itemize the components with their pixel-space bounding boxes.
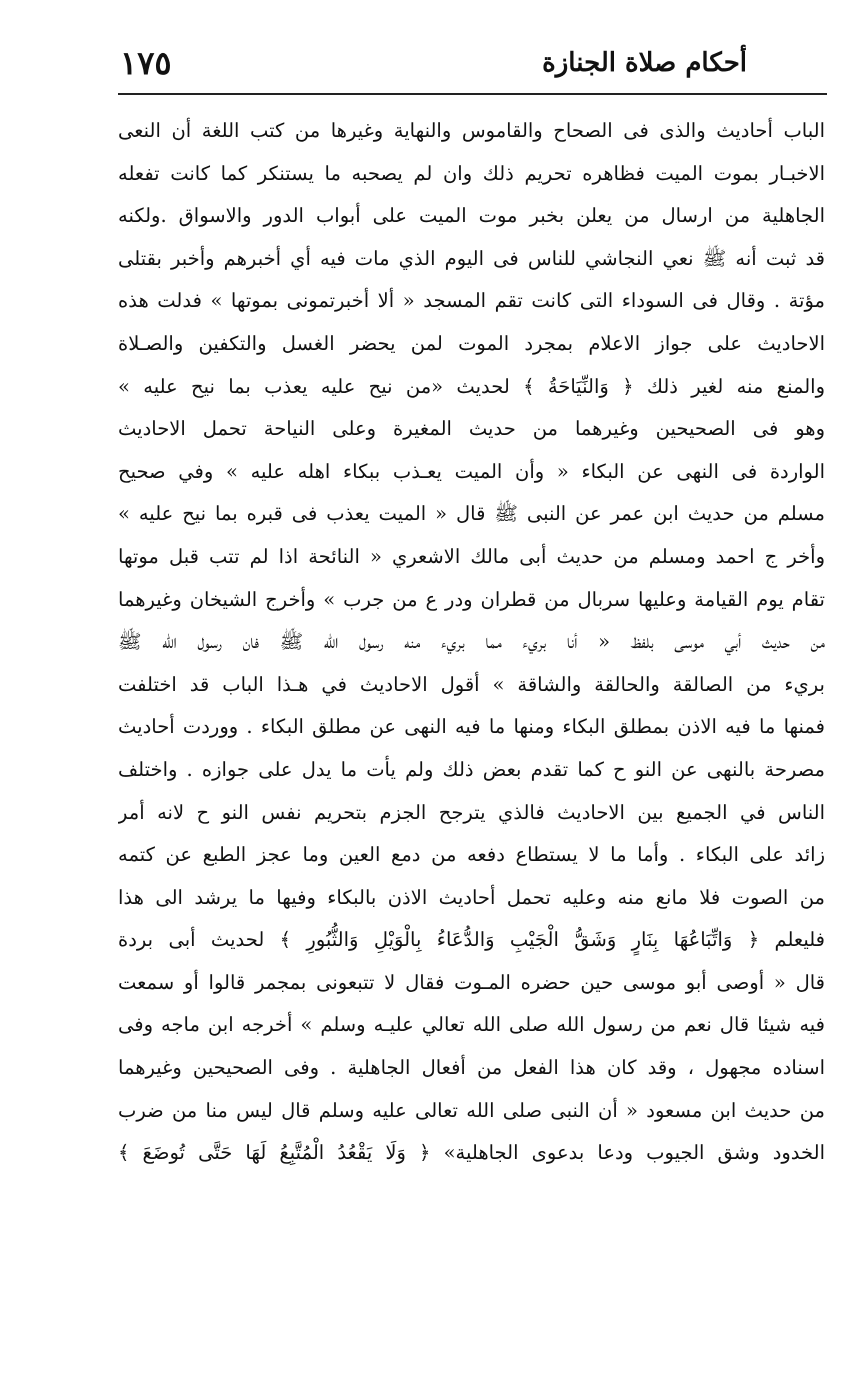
text-line: والمنع منه لغير ذلك ﴿ وَالنِّيَاحَةُ ﴾ لحديث «من نيح عليه يعذب بما نيح عليه » [118, 374, 825, 398]
text-line: وأخر ج احمد ومسلم من حديث أبى مالك الاشعري « النائحة اذا لم تتب قبل موتها [118, 544, 825, 568]
running-title: أحكام صلاة الجنازة [542, 48, 747, 78]
text-line: الواردة فى النهى عن البكاء « وأن الميت يعـذب ببكاء اهله عليه » وفي صحيح [118, 459, 825, 483]
text-line: مسلم من حديث ابن عمر عن النبى ﷺ قال « الميت يعذب فى قبره بما نيح عليه » [118, 502, 825, 526]
page-header [120, 38, 747, 88]
text-line: من حديث ابن مسعود « أن النبى صلى الله تعالى عليه وسلم قال ليس منا من ضرب [118, 1098, 825, 1122]
text-line: مصرحة بالنهى عن النو ح كما تقدم بعض ذلك ولم يأت ما يدل على جوازه . واختلف [118, 757, 825, 781]
text-line: فليعلم ﴿ وَاتِّبَاعُهَا بِنَارٍ وَشَقُّ الْجَيْبِ وَالدُّعَاءُ بِالْوَيْلِ وَالثُّبُورِ ﴾ لحديث أبى بردة [118, 928, 825, 952]
text-line: تقام يوم القيامة وعليها سربال من قطران ودر ع من جرب » وأخرج الشيخان وغيرهما [118, 587, 825, 611]
text-line: الجاهلية من ارسال من يعلن بخبر موت الميت على أبواب الدور والاسواق .ولكنه [118, 204, 825, 228]
text-line: فيه شيئا قال نعم من رسول الله صلى الله تعالي عليـه وسلم » أخرجه ابن ماجه وفى [118, 1013, 825, 1037]
text-line: الباب أحاديث والذى فى الصحاح والقاموس والنهاية وغيرها من كتب اللغة أن النعى [118, 119, 825, 142]
text-line: الخدود وشق الجيوب ودعا بدعوى الجاهلية» ﴿ وَلَا يَقْعُدُ الْمُتَّبِعُ لَهَا حَتَّى تُوضَعَ ﴾ [118, 1141, 825, 1165]
text-line: بريء من الصالقة والحالقة والشاقة » أقول الاحاديث في هـذا الباب قد اختلفت [118, 672, 825, 696]
text-line: قال « أوصى أبو موسى حين حضره المـوت فقال لا تتبعونى بمجمر قالوا أو سمعت [118, 970, 825, 994]
text-line: الاخبـار بموت الميت فظاهره تحريم ذلك وان لم يصحبه ما يستنكر كما كانت تفعله [118, 161, 825, 185]
text-line: من الصوت فلا مانع منه وعليه تحمل أحاديث الاذن بالبكاء وفيها ما يرشد الى هذا [118, 885, 825, 909]
text-line: فمنها ما فيه الاذن بمطلق البكاء ومنها ما فيه النهى عن مطلق البكاء . ووردت أحاديث [118, 715, 825, 739]
body-text [118, 110, 825, 1175]
text-line: وهو فى الصحيحين وغيرهما من حديث المغيرة وعلى النياحة تحمل الاحاديث [118, 417, 825, 441]
text-line: اسناده مجهول ، وقد كان هذا الفعل من أفعال الجاهلية . وفى الصحيحين وغيرهما [118, 1056, 825, 1080]
text-line: زائد على البكاء . وأما ما لا يستطاع دفعه من دمع العين وما عجز الطبع عن كتمه [118, 843, 825, 867]
header-rule [118, 93, 827, 95]
text-line: الاحاديث على جواز الاعلام بمجرد الموت لمن يحضر الغسل والتكفين والصـلاة [118, 331, 825, 355]
page-number: ١٧٥ [120, 44, 172, 82]
text-line: مؤتة . وقال فى السوداء التى كانت تقم المسجد « ألا أخبرتمونى بموتها » فدلت هذه [118, 289, 825, 313]
text-line: قد ثبت أنه ﷺ نعي النجاشي للناس فى اليوم الذي مات فيه أي أخبرهم وأخبر بقتلى [118, 246, 825, 270]
text-line: الناس في الجميع بين الاحاديث فالذي يترجح الجزم بتحريم نفس النو ح لانه أمر [118, 800, 825, 824]
text-line: من حديث أبي موسى بلفظ « أنا بريء مما بريء منه رسول الله ﷺ فان رسول الله ﷺ [118, 630, 825, 654]
